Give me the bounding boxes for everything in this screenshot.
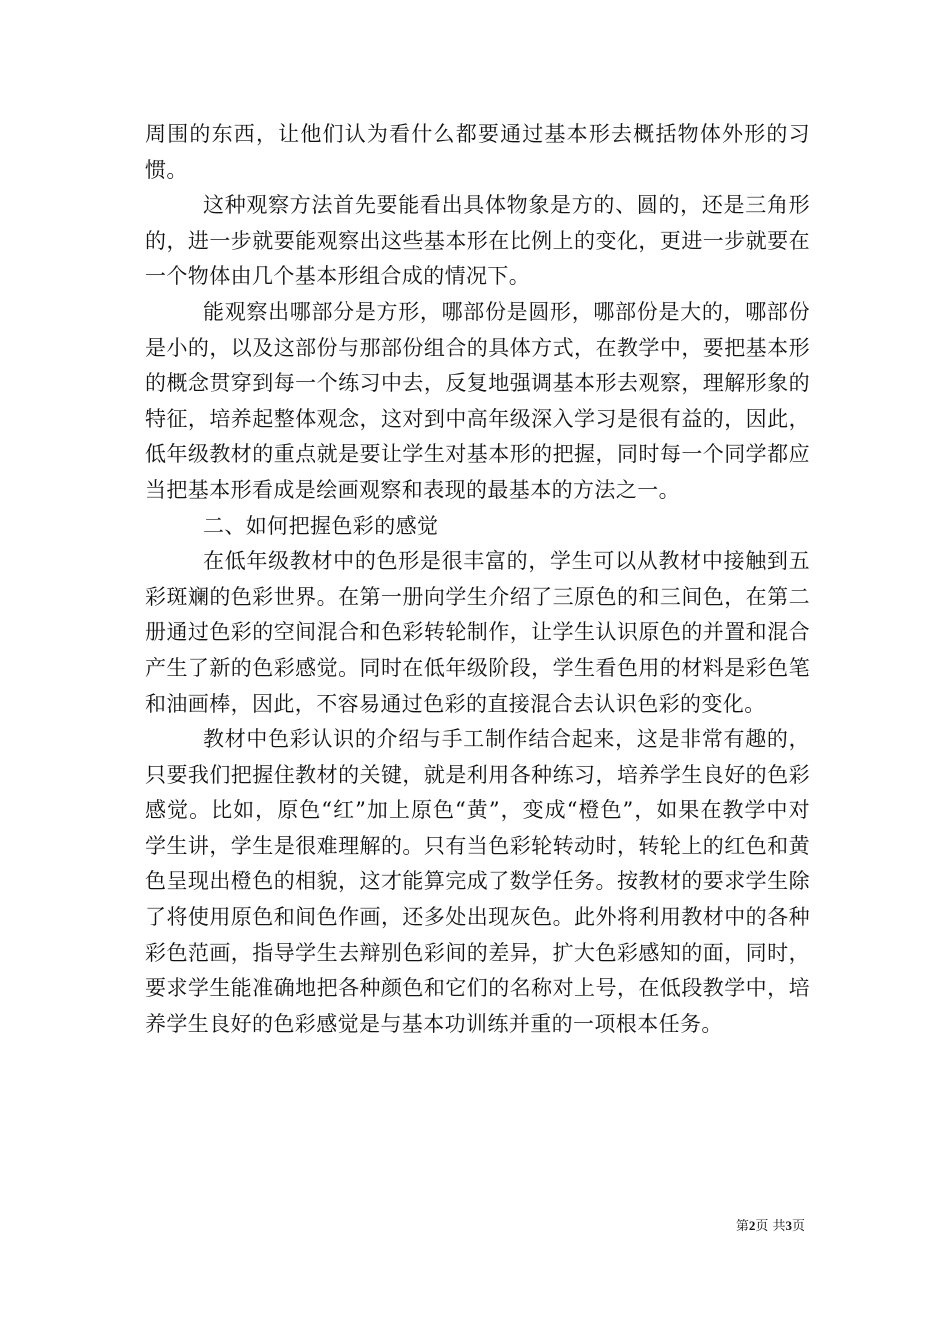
section-heading: 二、如何把握色彩的感觉 (203, 513, 439, 538)
footer-middle: 页 共 (755, 1219, 786, 1234)
paragraph-4: 在低年级教材中的色形是很丰富的，学生可以从教材中接触到五彩斑斓的色彩世界。在第一册向学生介绍了三原色的和三间色，在第二册通过色彩的空间混合和色彩转轮制作，让学生认识原色的并置和混合产生了新的色彩感觉。同时在低年级阶段，学生看色用的材料是彩色笔和油画棒，因此，不容易通过色彩的直接混合去认识色彩的变化。 (145, 549, 810, 716)
current-page-number: 2 (748, 1218, 756, 1233)
document-body (145, 117, 810, 1042)
paragraph-1: 周围的东西，让他们认为看什么都要通过基本形去概括物体外形的习惯。 (145, 122, 810, 182)
footer-prefix: 第 (735, 1219, 749, 1234)
paragraph-5: 教材中色彩认识的介绍与手工制作结合起来，这是非常有趣的，只要我们把握住教材的关键，就是利用各种练习，培养学生良好的色彩感觉。比如，原色“红”加上原色“黄”，变成“橙色”，如果在教学中对学生讲，学生是很难理解的。只有当色彩轮转动时，转轮上的红色和黄色呈现出橙色的相貌，这才能算完成了数学任务。按教材的要求学生除了将使用原色和间色作画，还多处出现灰色。此外将利用教材中的各种彩色范画，指导学生去辩别色彩间的差异，扩大色彩感知的面，同时，要求学生能准确地把各种颜色和它们的名称对上号，在低段教学中，培养学生良好的色彩感觉是与基本功训练并重的一项根本任务。 (145, 727, 810, 1036)
page-number-footer (736, 1217, 805, 1236)
footer-suffix: 页 (791, 1219, 805, 1234)
paragraph-2: 这种观察方法首先要能看出具体物象是方的、圆的，还是三角形的，进一步就要能观察出这些基本形在比例上的变化，更进一步就要在一个物体由几个基本形组合成的情况下。 (145, 193, 810, 289)
total-pages-number: 3 (785, 1218, 792, 1233)
paragraph-3: 能观察出哪部分是方形，哪部份是圆形，哪部份是大的，哪部份是小的，以及这部份与那部份组合的具体方式，在教学中，要把基本形的概念贯穿到每一个练习中去，反复地强调基本形去观察，理解形象的特征，培养起整体观念，这对到中高年级深入学习是很有益的，因此，低年级教材的重点就是要让学生对基本形的把握，同时每一个同学都应当把基本形看成是绘画观察和表现的最基本的方法之一。 (145, 299, 810, 502)
